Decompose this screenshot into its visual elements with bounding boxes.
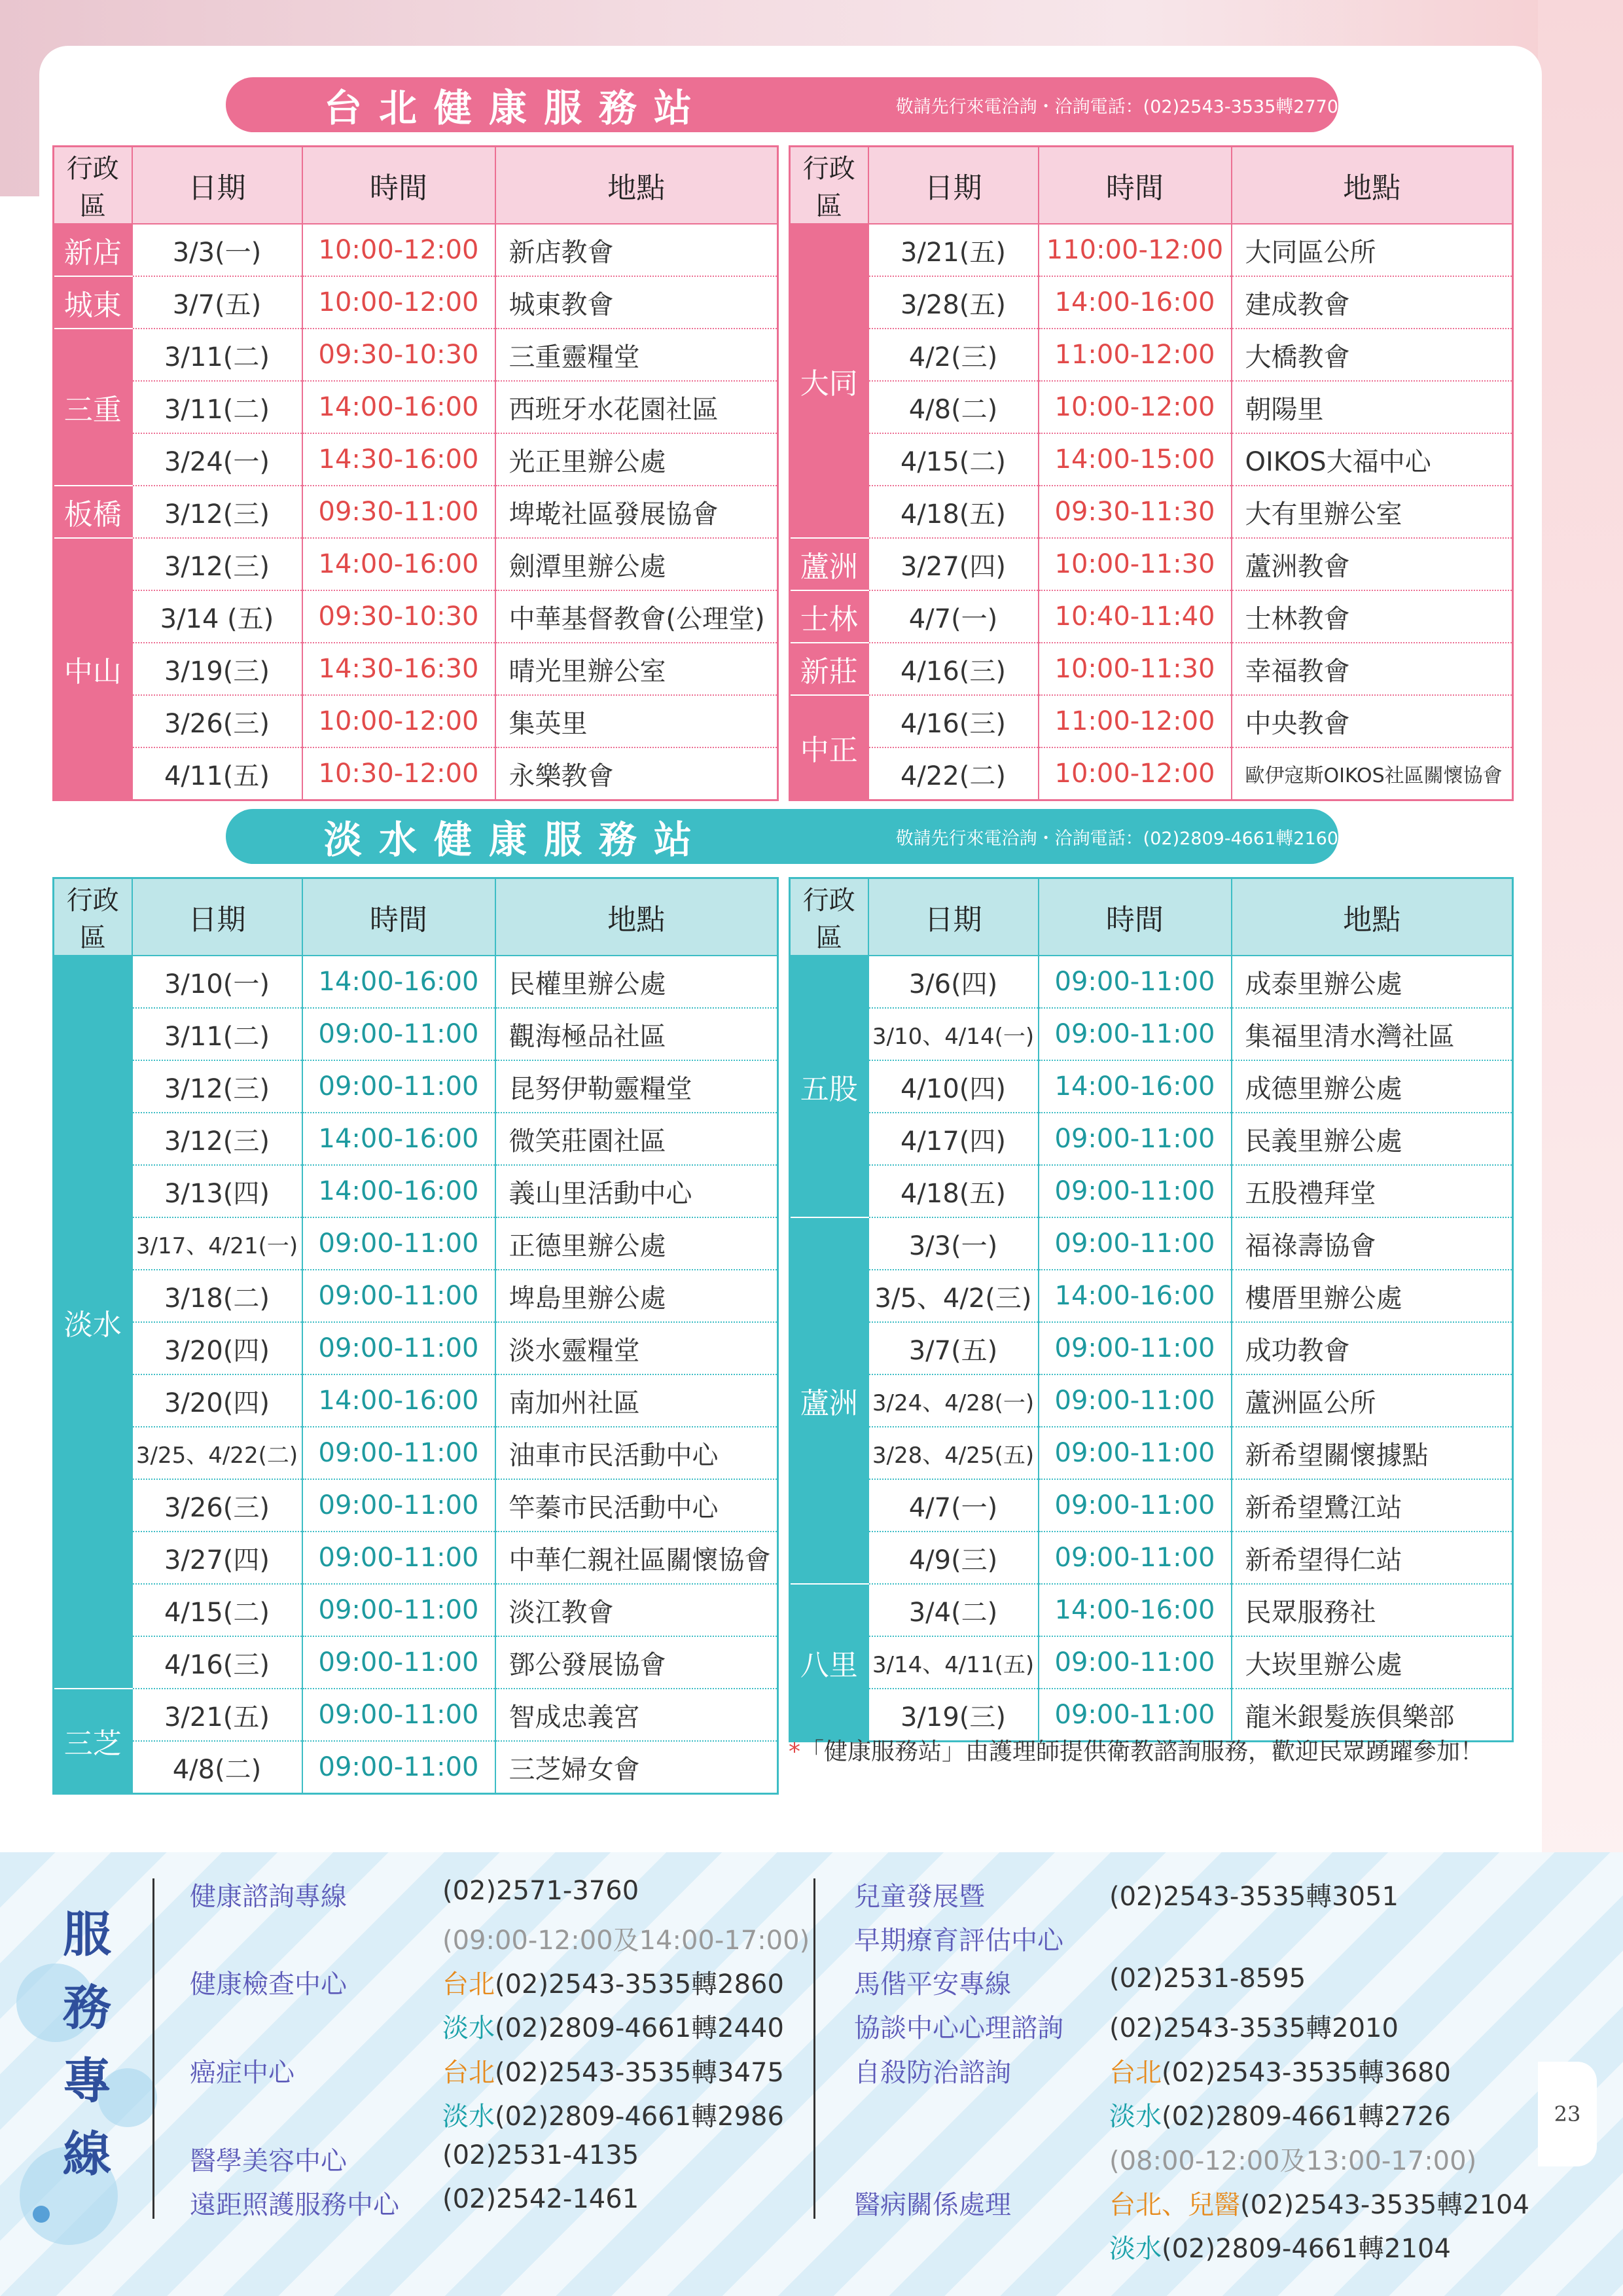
table-row [790, 1165, 1513, 1217]
psych-phone[interactable]: (02)2543-3535轉2010 [1109, 2013, 1399, 2043]
decor-dot [33, 2206, 50, 2223]
relation-taipei[interactable]: 台北、兒醫(02)2543-3535轉2104 [1109, 2190, 1529, 2220]
table-row [790, 695, 1513, 747]
table-row [790, 1532, 1513, 1584]
footnote [789, 1733, 1484, 1767]
divider-middle [813, 1878, 815, 2219]
date-cell: 3/11(二) [132, 381, 302, 433]
cancer-label: 癌症中心 [190, 2058, 294, 2088]
date-cell: 3/18(二) [132, 1270, 302, 1322]
place-cell: 建成教會 [1232, 276, 1513, 329]
place-cell: 新希望鷺江站 [1232, 1479, 1513, 1532]
consult-label: 健康諮詢專線 [190, 1882, 347, 1912]
place-cell: 大同區公所 [1232, 224, 1513, 276]
district-cell: 新莊 [790, 643, 868, 695]
time-cell: 14:00-16:00 [302, 381, 495, 433]
time-cell: 09:00-11:00 [302, 1427, 495, 1479]
table-row [54, 747, 778, 800]
remote-care-label: 遠距照護服務中心 [190, 2190, 399, 2220]
date-cell: 4/15(二) [868, 433, 1039, 486]
place-cell: 龍米銀髮族俱樂部 [1232, 1689, 1513, 1742]
place-cell: 光正里辦公處 [495, 433, 778, 486]
column-header: 日期 [868, 147, 1039, 224]
checkup-tamsui[interactable]: 淡水(02)2809-4661轉2440 [442, 2013, 784, 2043]
time-cell: 09:00-11:00 [302, 1741, 495, 1794]
place-cell: 城東教會 [495, 276, 778, 329]
table-row [54, 1270, 778, 1322]
time-cell: 110:00-12:00 [1039, 224, 1232, 276]
table-row [790, 590, 1513, 643]
tamsui-title: 淡水健康服務站 [324, 817, 709, 862]
taipei-title-bar [226, 77, 1338, 132]
place-cell: 智成忠義宮 [495, 1689, 778, 1741]
date-cell: 3/7(五) [132, 276, 302, 329]
table-row [54, 276, 778, 329]
table-row [54, 1008, 778, 1060]
table-row [790, 224, 1513, 276]
time-cell: 09:30-11:30 [1039, 486, 1232, 538]
time-cell: 09:00-11:00 [1039, 1532, 1232, 1584]
tamsui-schedule-right [789, 877, 1514, 1742]
place-cell: 成泰里辦公處 [1232, 956, 1513, 1008]
place-cell: 蘆洲教會 [1232, 538, 1513, 590]
time-cell: 09:00-11:00 [1039, 1479, 1232, 1532]
cancer-taipei[interactable]: 台北(02)2543-3535轉3475 [442, 2058, 784, 2088]
table-row [790, 433, 1513, 486]
place-cell: 朝陽里 [1232, 381, 1513, 433]
column-header: 地點 [495, 878, 778, 956]
column-header: 時間 [1039, 147, 1232, 224]
district-cell: 蘆洲 [790, 538, 868, 590]
table-row [790, 956, 1513, 1008]
table-row [54, 1636, 778, 1689]
psych-label: 協談中心心理諮詢 [854, 2013, 1063, 2043]
table-row [790, 643, 1513, 695]
table-header-row [790, 878, 1513, 956]
date-cell: 3/10、4/14(一) [868, 1008, 1039, 1060]
footnote-star: * [789, 1738, 800, 1765]
date-cell: 4/11(五) [132, 747, 302, 800]
date-cell: 3/26(三) [132, 695, 302, 747]
place-cell: 南加州社區 [495, 1374, 778, 1427]
district-cell: 五股 [790, 956, 868, 1217]
table-header-row [790, 147, 1513, 224]
date-cell: 3/24(一) [132, 433, 302, 486]
date-cell: 3/13(四) [132, 1165, 302, 1217]
place-cell: 昆努伊勒靈糧堂 [495, 1060, 778, 1113]
table-row [790, 329, 1513, 381]
date-cell: 3/20(四) [132, 1322, 302, 1374]
date-cell: 3/6(四) [868, 956, 1039, 1008]
date-cell: 3/12(三) [132, 486, 302, 538]
table-row [790, 1479, 1513, 1532]
column-header: 日期 [868, 878, 1039, 956]
relation-tamsui[interactable]: 淡水(02)2809-4661轉2104 [1109, 2234, 1451, 2264]
table-header-row [54, 147, 778, 224]
time-cell: 14:00-16:00 [302, 1165, 495, 1217]
table-row [54, 1322, 778, 1374]
table-row [54, 1741, 778, 1794]
place-cell: 永樂教會 [495, 747, 778, 800]
time-cell: 10:00-11:30 [1039, 643, 1232, 695]
table-header-row [54, 878, 778, 956]
taipei-title: 台北健康服務站 [324, 86, 709, 130]
time-cell: 09:00-11:00 [302, 1270, 495, 1322]
table-row [54, 956, 778, 1008]
taipei-contact-note: 敬請先行來電洽詢・洽詢電話：(02)2543-3535轉2770 [895, 96, 1338, 117]
time-cell: 09:00-11:00 [1039, 1636, 1232, 1689]
table-row [54, 1427, 778, 1479]
table-row [54, 1217, 778, 1270]
place-cell: 福祿壽協會 [1232, 1217, 1513, 1270]
time-cell: 10:00-12:00 [302, 695, 495, 747]
date-cell: 3/25、4/22(二) [132, 1427, 302, 1479]
time-cell: 09:00-11:00 [1039, 1427, 1232, 1479]
district-cell: 新店 [54, 224, 132, 276]
time-cell: 10:00-12:00 [302, 224, 495, 276]
district-cell: 中山 [54, 538, 132, 800]
place-cell: 民權里辦公處 [495, 956, 778, 1008]
aesthetic-phone[interactable]: (02)2531-4135 [442, 2140, 639, 2170]
district-cell: 中正 [790, 695, 868, 800]
place-cell: 中華仁親社區關懷協會 [495, 1532, 778, 1584]
child-dev-label-2: 早期療育評估中心 [854, 1926, 1063, 1956]
time-cell: 10:40-11:40 [1039, 590, 1232, 643]
table-row [790, 1427, 1513, 1479]
place-cell: 士林教會 [1232, 590, 1513, 643]
date-cell: 3/28、4/25(五) [868, 1427, 1039, 1479]
time-cell: 09:30-11:00 [302, 486, 495, 538]
time-cell: 09:00-11:00 [302, 1322, 495, 1374]
time-cell: 09:00-11:00 [302, 1689, 495, 1741]
place-cell: 三芝婦女會 [495, 1741, 778, 1794]
suicide-label: 自殺防治諮詢 [854, 2058, 1011, 2088]
date-cell: 3/12(三) [132, 1060, 302, 1113]
time-cell: 14:00-16:00 [1039, 1584, 1232, 1636]
table-row [790, 747, 1513, 800]
tamsui-title-bar [226, 809, 1338, 864]
date-cell: 3/4(二) [868, 1584, 1039, 1636]
date-cell: 4/7(一) [868, 590, 1039, 643]
place-cell: 義山里活動中心 [495, 1165, 778, 1217]
date-cell: 3/17、4/21(一) [132, 1217, 302, 1270]
column-header: 時間 [302, 147, 495, 224]
date-cell: 3/19(三) [132, 643, 302, 695]
divider-left [152, 1878, 154, 2219]
place-cell: 新店教會 [495, 224, 778, 276]
table-row [54, 1113, 778, 1165]
date-cell: 4/16(三) [132, 1636, 302, 1689]
place-cell: 民義里辦公處 [1232, 1113, 1513, 1165]
checkup-label: 健康檢查中心 [190, 1969, 347, 2000]
district-cell: 淡水 [54, 956, 132, 1689]
table-row [790, 1636, 1513, 1689]
place-cell: 淡水靈糧堂 [495, 1322, 778, 1374]
time-cell: 09:00-11:00 [1039, 1165, 1232, 1217]
place-cell: 淡江教會 [495, 1584, 778, 1636]
column-header: 地點 [1232, 147, 1513, 224]
time-cell: 09:00-11:00 [1039, 1374, 1232, 1427]
table-row [54, 643, 778, 695]
date-cell: 3/3(一) [868, 1217, 1039, 1270]
place-cell: 五股禮拜堂 [1232, 1165, 1513, 1217]
place-cell: 西班牙水花園社區 [495, 381, 778, 433]
date-cell: 4/18(五) [868, 1165, 1039, 1217]
column-header: 日期 [132, 878, 302, 956]
tamsui-schedule-left [52, 877, 779, 1795]
place-cell: 竿蓁市民活動中心 [495, 1479, 778, 1532]
place-cell: 微笑莊園社區 [495, 1113, 778, 1165]
place-cell: 埤島里辦公處 [495, 1270, 778, 1322]
time-cell: 14:00-15:00 [1039, 433, 1232, 486]
time-cell: 09:00-11:00 [1039, 1008, 1232, 1060]
time-cell: 14:00-16:00 [302, 1113, 495, 1165]
date-cell: 3/3(一) [132, 224, 302, 276]
table-row [790, 486, 1513, 538]
time-cell: 09:00-11:00 [1039, 1689, 1232, 1742]
time-cell: 09:00-11:00 [1039, 1322, 1232, 1374]
suicide-taipei[interactable]: 台北(02)2543-3535轉3680 [1109, 2058, 1451, 2088]
place-cell: 埤墘社區發展協會 [495, 486, 778, 538]
table-row [790, 1270, 1513, 1322]
column-header: 日期 [132, 147, 302, 224]
date-cell: 3/10(一) [132, 956, 302, 1008]
time-cell: 14:00-16:00 [302, 538, 495, 590]
footnote-text: 「健康服務站」由護理師提供衛教諮詢服務，歡迎民眾踴躍參加！ [800, 1738, 1484, 1765]
district-cell: 大同 [790, 224, 868, 538]
date-cell: 4/16(三) [868, 643, 1039, 695]
place-cell: 新希望關懷據點 [1232, 1427, 1513, 1479]
time-cell: 14:00-16:00 [1039, 1060, 1232, 1113]
district-cell: 板橋 [54, 486, 132, 538]
table-row [54, 381, 778, 433]
table-row [54, 538, 778, 590]
place-cell: 大有里辦公室 [1232, 486, 1513, 538]
taipei-schedule-right [789, 145, 1514, 801]
table-row [790, 1374, 1513, 1427]
right-background [1538, 0, 1623, 1859]
place-cell: 觀海極品社區 [495, 1008, 778, 1060]
place-cell: 三重靈糧堂 [495, 329, 778, 381]
date-cell: 3/20(四) [132, 1374, 302, 1427]
time-cell: 14:00-16:00 [1039, 1270, 1232, 1322]
place-cell: 蘆洲區公所 [1232, 1374, 1513, 1427]
table-row [790, 381, 1513, 433]
date-cell: 4/17(四) [868, 1113, 1039, 1165]
place-cell: 中華基督教會(公理堂) [495, 590, 778, 643]
place-cell: 成功教會 [1232, 1322, 1513, 1374]
date-cell: 3/24、4/28(一) [868, 1374, 1039, 1427]
date-cell: 3/14 (五) [132, 590, 302, 643]
time-cell: 14:00-16:00 [302, 1374, 495, 1427]
column-header: 行政區 [54, 878, 132, 956]
place-cell: 油車市民活動中心 [495, 1427, 778, 1479]
time-cell: 11:00-12:00 [1039, 695, 1232, 747]
date-cell: 4/15(二) [132, 1584, 302, 1636]
district-cell: 城東 [54, 276, 132, 329]
time-cell: 09:00-11:00 [302, 1636, 495, 1689]
safety-phone[interactable]: (02)2531-8595 [1109, 1964, 1306, 1994]
consult-hours: (09:00-12:00及14:00-17:00) [442, 1926, 810, 1956]
date-cell: 3/11(二) [132, 1008, 302, 1060]
consult-phone[interactable]: (02)2571-3760 [442, 1876, 639, 1906]
table-row [790, 276, 1513, 329]
time-cell: 09:00-11:00 [302, 1008, 495, 1060]
time-cell: 11:00-12:00 [1039, 329, 1232, 381]
column-header: 行政區 [790, 878, 868, 956]
time-cell: 09:30-10:30 [302, 590, 495, 643]
table-row [54, 1374, 778, 1427]
place-cell: 歐伊寇斯OIKOS社區關懷協會 [1232, 747, 1513, 800]
date-cell: 3/21(五) [868, 224, 1039, 276]
date-cell: 4/7(一) [868, 1479, 1039, 1532]
time-cell: 14:30-16:00 [302, 433, 495, 486]
place-cell: 正德里辦公處 [495, 1217, 778, 1270]
time-cell: 09:00-11:00 [302, 1060, 495, 1113]
date-cell: 4/9(三) [868, 1532, 1039, 1584]
table-row [54, 1060, 778, 1113]
column-header: 行政區 [54, 147, 132, 224]
date-cell: 3/12(三) [132, 1113, 302, 1165]
column-header: 時間 [1039, 878, 1232, 956]
time-cell: 10:00-11:30 [1039, 538, 1232, 590]
table-row [54, 590, 778, 643]
place-cell: 成德里辦公處 [1232, 1060, 1513, 1113]
aesthetic-label: 醫學美容中心 [190, 2146, 347, 2176]
time-cell: 09:00-11:00 [302, 1479, 495, 1532]
date-cell: 3/14、4/11(五) [868, 1636, 1039, 1689]
time-cell: 14:00-16:00 [1039, 276, 1232, 329]
services-heading: 服務專線 [63, 1907, 111, 2183]
time-cell: 10:00-12:00 [1039, 747, 1232, 800]
taipei-schedule-left [52, 145, 779, 801]
table-row [790, 1008, 1513, 1060]
date-cell: 3/7(五) [868, 1322, 1039, 1374]
remote-care-phone[interactable]: (02)2542-1461 [442, 2184, 639, 2214]
time-cell: 14:00-16:00 [302, 956, 495, 1008]
place-cell: 中央教會 [1232, 695, 1513, 747]
table-row [790, 1217, 1513, 1270]
time-cell: 10:00-12:00 [302, 276, 495, 329]
place-cell: 新希望得仁站 [1232, 1532, 1513, 1584]
date-cell: 4/10(四) [868, 1060, 1039, 1113]
relation-label: 醫病關係處理 [854, 2190, 1011, 2220]
place-cell: 樓厝里辦公處 [1232, 1270, 1513, 1322]
time-cell: 09:00-11:00 [302, 1584, 495, 1636]
date-cell: 3/19(三) [868, 1689, 1039, 1742]
child-dev-label-1: 兒童發展暨 [854, 1882, 985, 1912]
time-cell: 09:00-11:00 [1039, 1113, 1232, 1165]
place-cell: 大崁里辦公處 [1232, 1636, 1513, 1689]
date-cell: 3/5、4/2(三) [868, 1270, 1039, 1322]
table-row [54, 695, 778, 747]
table-row [54, 1689, 778, 1741]
column-header: 時間 [302, 878, 495, 956]
suicide-tamsui[interactable]: 淡水(02)2809-4661轉2726 [1109, 2102, 1451, 2132]
district-cell: 蘆洲 [790, 1217, 868, 1584]
date-cell: 3/27(四) [132, 1532, 302, 1584]
district-cell: 士林 [790, 590, 868, 643]
column-header: 行政區 [790, 147, 868, 224]
place-cell: 民眾服務社 [1232, 1584, 1513, 1636]
date-cell: 4/8(二) [132, 1741, 302, 1794]
date-cell: 4/18(五) [868, 486, 1039, 538]
time-cell: 09:00-11:00 [302, 1217, 495, 1270]
place-cell: 鄧公發展協會 [495, 1636, 778, 1689]
table-row [54, 329, 778, 381]
table-row [54, 486, 778, 538]
date-cell: 3/11(二) [132, 329, 302, 381]
date-cell: 3/21(五) [132, 1689, 302, 1741]
date-cell: 3/12(三) [132, 538, 302, 590]
table-row [790, 1322, 1513, 1374]
place-cell: 大橋教會 [1232, 329, 1513, 381]
date-cell: 4/2(三) [868, 329, 1039, 381]
place-cell: 晴光里辦公室 [495, 643, 778, 695]
time-cell: 09:30-10:30 [302, 329, 495, 381]
suicide-hours: (08:00-12:00及13:00-17:00) [1109, 2146, 1477, 2176]
table-row [790, 1060, 1513, 1113]
page-number: 23 [1538, 2062, 1597, 2166]
column-header: 地點 [495, 147, 778, 224]
place-cell: OIKOS大福中心 [1232, 433, 1513, 486]
checkup-taipei[interactable]: 台北(02)2543-3535轉2860 [442, 1969, 784, 2000]
place-cell: 幸福教會 [1232, 643, 1513, 695]
place-cell: 集福里清水灣社區 [1232, 1008, 1513, 1060]
place-cell: 劍潭里辦公處 [495, 538, 778, 590]
table-row [54, 433, 778, 486]
date-cell: 4/22(二) [868, 747, 1039, 800]
table-row [54, 1532, 778, 1584]
date-cell: 3/26(三) [132, 1479, 302, 1532]
table-row [790, 1584, 1513, 1636]
safety-label: 馬偕平安專線 [854, 1969, 1011, 2000]
date-cell: 4/16(三) [868, 695, 1039, 747]
column-header: 地點 [1232, 878, 1513, 956]
child-dev-phone[interactable]: (02)2543-3535轉3051 [1109, 1882, 1399, 1912]
date-cell: 3/27(四) [868, 538, 1039, 590]
cancer-tamsui[interactable]: 淡水(02)2809-4661轉2986 [442, 2102, 784, 2132]
tamsui-contact-note: 敬請先行來電洽詢・洽詢電話：(02)2809-4661轉2160 [895, 828, 1338, 849]
time-cell: 10:00-12:00 [1039, 381, 1232, 433]
table-row [54, 1584, 778, 1636]
date-cell: 3/28(五) [868, 276, 1039, 329]
time-cell: 10:30-12:00 [302, 747, 495, 800]
district-cell: 八里 [790, 1584, 868, 1742]
table-row [54, 1479, 778, 1532]
date-cell: 4/8(二) [868, 381, 1039, 433]
time-cell: 09:00-11:00 [1039, 956, 1232, 1008]
table-row [54, 224, 778, 276]
time-cell: 09:00-11:00 [302, 1532, 495, 1584]
district-cell: 三芝 [54, 1689, 132, 1794]
table-row [790, 1113, 1513, 1165]
table-row [790, 538, 1513, 590]
table-row [54, 1165, 778, 1217]
time-cell: 09:00-11:00 [1039, 1217, 1232, 1270]
place-cell: 集英里 [495, 695, 778, 747]
time-cell: 14:30-16:30 [302, 643, 495, 695]
district-cell: 三重 [54, 329, 132, 486]
